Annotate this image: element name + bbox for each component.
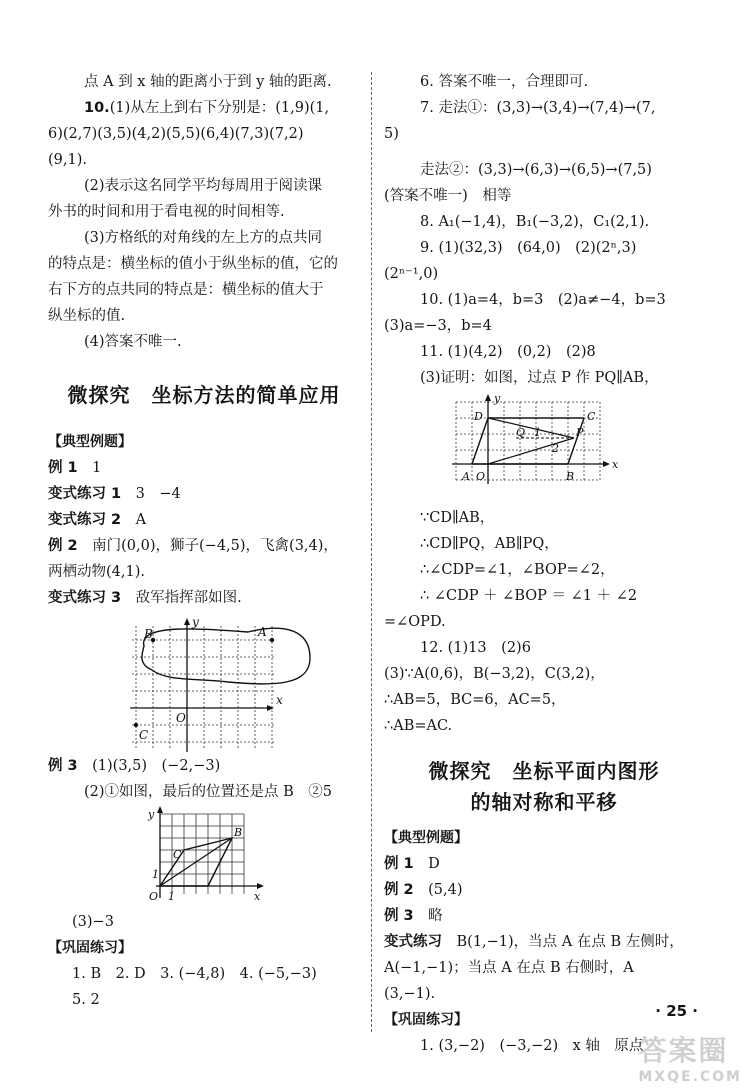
text-line: (3)a=−3，b=4 (384, 318, 492, 334)
label-angle-2: 2 (552, 442, 559, 455)
label-O: O (176, 711, 186, 725)
text-line: ∴AB=AC. (384, 718, 453, 734)
page-number-value: 25 (666, 1002, 688, 1020)
text-line: (3,−1). (384, 986, 436, 1002)
example-answer: 略 (428, 908, 443, 924)
figure-enemy-hq-grid (48, 612, 360, 754)
text-line: 9. (1)(32,3) (64,0) (2)(2ⁿ,3) (420, 240, 637, 256)
consolidate-heading: 【巩固练习】 (48, 940, 132, 956)
figure-parallelogram-grid (48, 806, 360, 906)
text-line: 外书的时间和用于看电视的时间相等. (48, 204, 285, 220)
text-line: (2)①如图，最后的位置还是点 B ②5 (84, 784, 333, 800)
variant-answer: 3 −4 (135, 486, 181, 502)
label-B: B (234, 826, 243, 839)
label-x: x (612, 458, 619, 471)
text-line: 的特点是：横坐标的值小于纵坐标的值，它的 (48, 256, 338, 272)
column-divider (371, 72, 372, 1032)
variant-label: 变式练习 (384, 934, 442, 950)
variant-1 (48, 482, 360, 508)
text-line: (9,1). (48, 152, 87, 168)
variant-answer: 敌军指挥部如图. (135, 590, 242, 606)
question-10 (48, 96, 360, 122)
example-label: 例 3 (384, 908, 414, 924)
question-number: 10. (84, 100, 110, 116)
example-2 (48, 534, 360, 560)
example-1 (384, 852, 704, 878)
section-title-2: 微探究 坐标平面内图形 (428, 759, 660, 783)
text-line: ∵CD∥AB， (420, 510, 495, 526)
text-line: 右下方的点共同的特点是：横坐标的值大于 (48, 282, 324, 298)
text-line: 12. (1)13 (2)6 (420, 640, 531, 656)
watermark-logo: 答案圈 (638, 1034, 729, 1067)
text-line: 11. (1)(4,2) (0,2) (2)8 (420, 344, 596, 360)
text-line: (答案不唯一) 相等 (384, 188, 512, 204)
watermark (638, 1029, 742, 1085)
label-y: y (148, 808, 155, 821)
watermark-url: MXQE.COM (638, 1069, 742, 1085)
text-line: 1. (3,−2) (−3,−2) x 轴 原点 (420, 1038, 644, 1054)
example-label: 例 2 (48, 538, 78, 554)
text-line: (1)从左上到右下分别是：(1,9)(1, (109, 100, 330, 116)
variant-3 (48, 586, 360, 612)
variant-label: 变式练习 1 (48, 486, 122, 502)
label-C: C (139, 728, 149, 742)
text-line: 纵坐标的值. (48, 308, 126, 324)
text-line: 8. A₁(−1,4)，B₁(−3,2)，C₁(2,1). (420, 214, 650, 230)
label-B: B (566, 470, 575, 483)
example-2 (384, 878, 704, 904)
label-angle-1: 1 (534, 426, 541, 439)
example-1 (48, 456, 360, 482)
label-P: P (576, 426, 584, 439)
text-line: ∴ ∠CDP ＋ ∠BOP ＝ ∠1 ＋ ∠2 (420, 588, 638, 604)
label-D: D (474, 410, 483, 423)
typical-heading: 【典型例题】 (48, 434, 132, 450)
label-C: C (587, 410, 596, 423)
label-O: O (476, 470, 486, 483)
example-answer: (5,4) (428, 882, 463, 898)
figure-parallel-proof (384, 392, 704, 502)
example-answer: (1)(3,5) (−2,−3) (92, 758, 221, 774)
text-line: (2ⁿ⁻¹,0) (384, 266, 439, 282)
text-line: ∴AB=5，BC=6，AC=5， (384, 692, 566, 708)
text-line: (3)方格纸的对角线的左上方的点共同 (84, 230, 323, 246)
section-title-2-cont: 的轴对称和平移 (470, 790, 618, 814)
label-one-y: 1 (152, 868, 159, 881)
label-y: y (494, 392, 501, 405)
text-line: (3)证明：如图，过点 P 作 PQ∥AB， (420, 370, 659, 386)
label-B: B (144, 627, 153, 641)
variant-practice (384, 930, 704, 956)
example-label: 例 1 (48, 460, 78, 476)
section-title-1: 微探究 坐标方法的简单应用 (67, 383, 341, 407)
label-A: A (462, 470, 470, 483)
variant-label: 变式练习 3 (48, 590, 122, 606)
page-number: · 25 · (655, 1002, 698, 1020)
label-x: x (254, 890, 261, 903)
text-line: 5) (384, 126, 399, 142)
text-line: 两栖动物(4,1). (48, 564, 145, 580)
text-line: 10. (1)a=4，b=3 (2)a≠−4，b=3 (420, 292, 666, 308)
example-3 (48, 754, 360, 780)
variant-2 (48, 508, 360, 534)
text-line: 6)(2,7)(3,5)(4,2)(5,5)(6,4)(7,3)(7,2) (48, 126, 304, 142)
label-one-x: 1 (168, 890, 175, 903)
example-label: 例 1 (384, 856, 414, 872)
example-answer: 1 (92, 460, 102, 476)
left-column (48, 70, 360, 1014)
variant-label: 变式练习 2 (48, 512, 122, 528)
label-O: O (149, 890, 159, 903)
label-C: C (173, 848, 182, 861)
enemy-hq-outline (142, 628, 310, 684)
consolidate-heading: 【巩固练习】 (384, 1012, 468, 1028)
text-line: ∴∠CDP=∠1，∠BOP=∠2， (420, 562, 615, 578)
text-line: 1. B 2. D 3. (−4,8) 4. (−5,−3) (72, 966, 317, 982)
text-line: =∠OPD. (384, 614, 446, 630)
right-column (384, 70, 704, 1060)
text-line: ∴CD∥PQ，AB∥PQ， (420, 536, 559, 552)
text-line: 6. 答案不唯一，合理即可. (420, 74, 589, 90)
text-line: 点 A 到 x 轴的距离小于到 y 轴的距离. (84, 74, 332, 90)
text-line: A(−1,−1)；当点 A 在点 B 右侧时，A (384, 960, 634, 976)
text-line: 7. 走法①：(3,3)→(3,4)→(7,4)→(7, (420, 100, 656, 116)
text-line: (3)−3 (72, 914, 114, 930)
variant-answer: B(1,−1)，当点 A 在点 B 左侧时， (456, 934, 684, 950)
label-Q: Q (516, 426, 526, 439)
example-3 (384, 904, 704, 930)
label-A: A (258, 625, 267, 639)
typical-heading: 【典型例题】 (384, 830, 468, 846)
text-line: (2)表示这名同学平均每周用于阅读课 (84, 178, 323, 194)
text-line: (3)∵A(0,6)，B(−3,2)，C(3,2)， (384, 666, 605, 682)
label-x: x (276, 693, 283, 707)
variant-answer: A (135, 512, 147, 528)
text-line: 5. 2 (72, 992, 100, 1008)
text-line: (4)答案不唯一. (84, 334, 182, 350)
example-answer: 南门(0,0)，狮子(−4,5)，飞禽(3,4)， (92, 538, 338, 554)
example-label: 例 2 (384, 882, 414, 898)
label-y: y (192, 615, 199, 629)
example-answer: D (428, 856, 440, 872)
text-line: 走法②：(3,3)→(6,3)→(6,5)→(7,5) (420, 162, 652, 178)
example-label: 例 3 (48, 758, 78, 774)
